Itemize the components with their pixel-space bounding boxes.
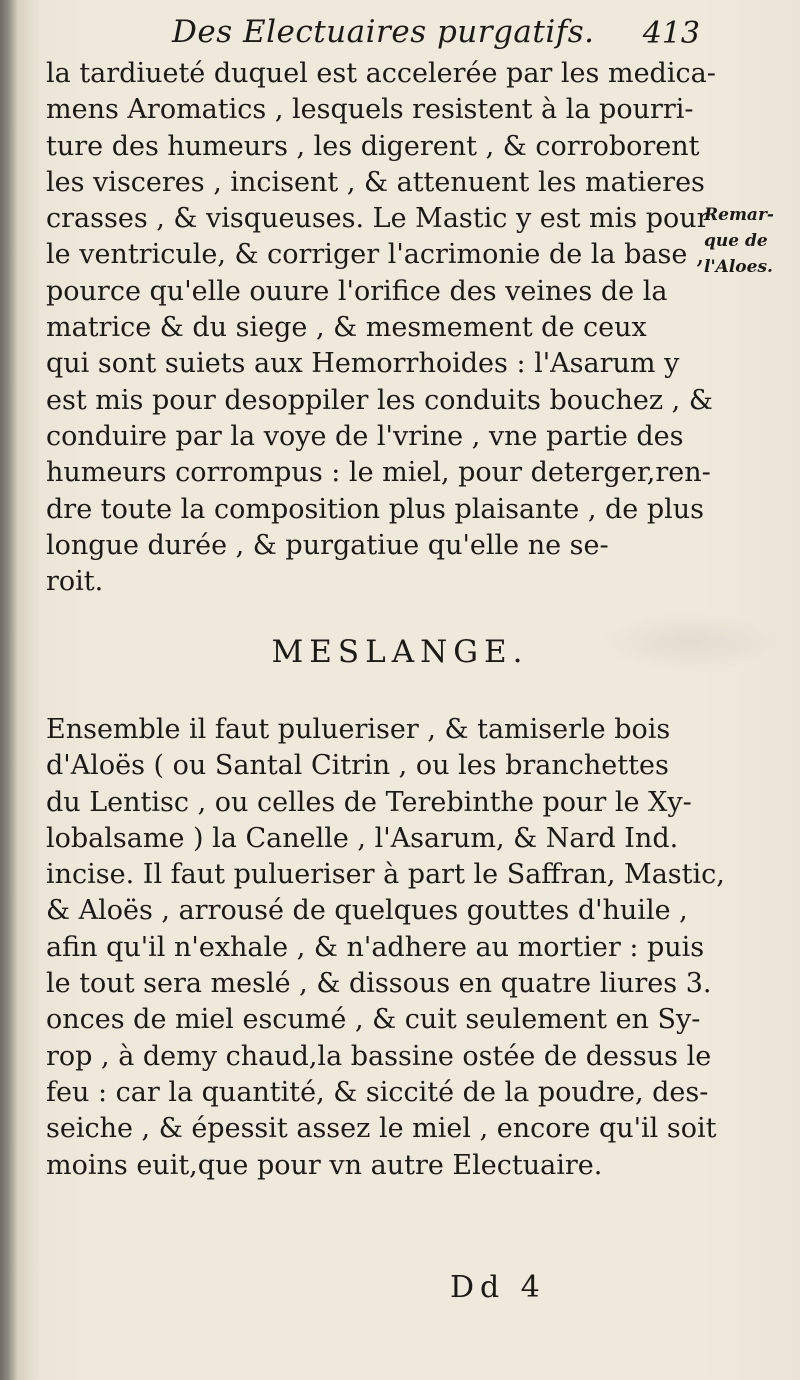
text-line: humeurs corrompus : le miel, pour deterger,ren- bbox=[46, 457, 711, 489]
section-heading: MESLANGE. bbox=[271, 634, 529, 670]
text-line: conduire par la voye de l'vrine , vne partie des bbox=[46, 420, 684, 452]
text-line: matrice & du siege , & mesmement de ceux bbox=[46, 312, 647, 344]
paragraph-2 bbox=[46, 712, 725, 1184]
text-line: moins euit,que pour vn autre Electuaire. bbox=[46, 1149, 603, 1181]
text-line: la tardiueté duquel est accelerée par les medica- bbox=[46, 58, 716, 89]
page-header bbox=[60, 12, 700, 52]
text-line: dre toute la composition plus plaisante , de plus bbox=[46, 493, 705, 525]
text-line: qui sont suiets aux Hemorrhoides : l'Asarum y bbox=[46, 348, 680, 380]
text-line: crasses , & visqueuses. Le Mastic y est mis pour bbox=[46, 203, 710, 235]
text-line: ture des humeurs , les digerent , & corroborent bbox=[46, 130, 700, 162]
text-line: roit. bbox=[46, 566, 104, 598]
text-line: du Lentisc , ou celles de Terebinthe pour le Xy- bbox=[46, 786, 692, 818]
text-line: lobalsame ) la Canelle , l'Asarum, & Nard Ind. bbox=[46, 822, 679, 854]
text-line: seiche , & épessit assez le miel , encore qu'il soit bbox=[46, 1113, 717, 1145]
text-line: d'Aloës ( ou Santal Citrin , ou les branchettes bbox=[46, 750, 669, 782]
text-line: rop , à demy chaud,la bassine ostée de dessus le bbox=[46, 1040, 712, 1072]
text-line: le tout sera meslé , & dissous en quatre liures 3. bbox=[46, 968, 712, 1000]
text-line: les visceres , incisent , & attenuent les matieres bbox=[46, 166, 705, 198]
text-line: & Aloës , arrousé de quelques gouttes d'huile , bbox=[46, 895, 688, 927]
margin-note-line: que de bbox=[704, 231, 768, 251]
text-line: mens Aromatics , lesquels resistent à la pourri- bbox=[46, 94, 694, 126]
text-line: feu : car la quantité, & siccité de la poudre, des- bbox=[46, 1076, 709, 1108]
text-line: longue durée , & purgatiue qu'elle ne se- bbox=[46, 529, 609, 561]
text-line: afin qu'il n'exhale , & n'adhere au mortier : puis bbox=[46, 931, 705, 963]
text-line: pource qu'elle ouure l'orifice des veines de la bbox=[46, 275, 668, 307]
running-title: Des Electuaires purgatifs. bbox=[172, 14, 595, 50]
margin-note-line: Remar- bbox=[704, 205, 774, 225]
text-line: incise. Il faut pulueriser à part le Saffran, Mastic, bbox=[46, 859, 725, 891]
page-number: 413 bbox=[642, 16, 700, 51]
text-line: est mis pour desoppiler les conduits bouchez , & bbox=[46, 384, 713, 416]
text-line: onces de miel escumé , & cuit seulement en Sy- bbox=[46, 1004, 701, 1036]
margin-note-line: l'Aloes. bbox=[704, 257, 773, 277]
margin-note bbox=[704, 202, 800, 280]
text-line: Ensemble il faut pulueriser , & tamiserle bois bbox=[46, 714, 671, 745]
paragraph-1 bbox=[46, 56, 716, 600]
signature-mark: Dd 4 bbox=[450, 1270, 546, 1305]
text-line: le ventricule, & corriger l'acrimonie de la base , bbox=[46, 239, 705, 271]
